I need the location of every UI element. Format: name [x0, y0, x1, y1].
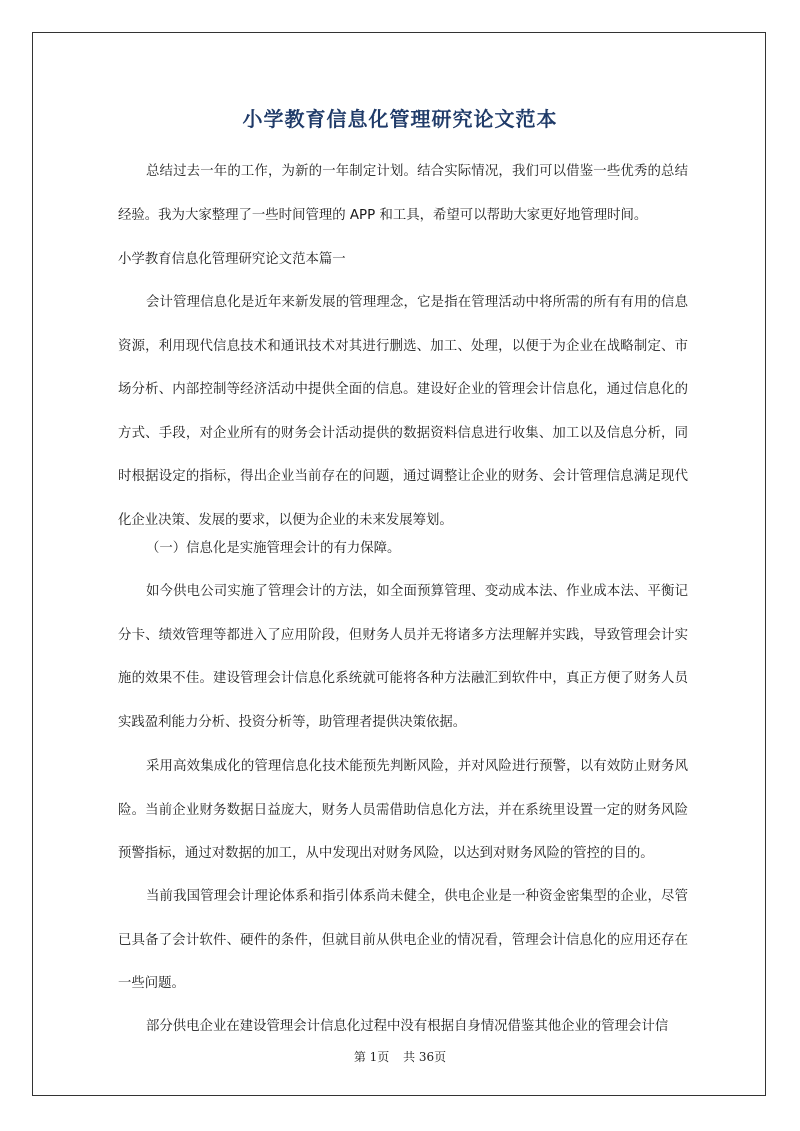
page-number: 第 1页 [353, 1050, 390, 1064]
paragraph-2: 如今供电公司实施了管理会计的方法，如全面预算管理、变动成本法、作业成本法、平衡记分卡、绩效管理等都进入了应用阶段，但财务人员并无将诸多方法理解并实践，导致管理会计实施的效果不佳。建设管理会计信息化系统就可能将各种方法融汇到软件中，真正方便了财务人员实践盈利能力分析、投资分析等，助管理者提供决策依据。 [118, 584, 688, 730]
document-title: 小学教育信息化管理研究论文范本 [242, 107, 558, 131]
subheading-1: （一）信息化是实施管理会计的有力保障。 [146, 541, 401, 556]
section-heading: 小学教育信息化管理研究论文范本篇一 [118, 252, 346, 267]
paragraph-1: 会计管理信息化是近年来新发展的管理理念，它是指在管理活动中将所需的所有有用的信息资源，利用现代信息技术和通讯技术对其进行删选、加工、处理，以便于为企业在战略制定、市场分析、内部控制等经济活动中提供全面的信息。建设好企业的管理会计信息化，通过信息化的方式、手段，对企业所有的财务会计活动提供的数据资料信息进行收集、加工以及信息分析，同时根据设定的指标，得出企业当前存在的问题，通过调整让企业的财务、会计管理信息满足现代化企业决策、发展的要求，以便为企业的未来发展筹划。 [118, 295, 688, 528]
paragraph-intro: 总结过去一年的工作，为新的一年制定计划。结合实际情况，我们可以借鉴一些优秀的总结经验。我为大家整理了一些时间管理的 APP 和工具，希望可以帮助大家更好地管理时间。 [118, 164, 688, 223]
page-total: 共 36页 [403, 1050, 447, 1064]
paragraph-3: 采用高效集成化的管理信息化技术能预先判断风险，并对风险进行预警，以有效防止财务风险。当前企业财务数据日益庞大，财务人员需借助信息化方法，并在系统里设置一定的财务风险预警指标，通过对数据的加工，从中发现出对财务风险，以达到对财务风险的管控的目的。 [118, 759, 688, 861]
page-footer [0, 1048, 800, 1065]
paragraph-4: 当前我国管理会计理论体系和指引体系尚未健全，供电企业是一种资金密集型的企业，尽管已具备了会计软件、硬件的条件，但就目前从供电企业的情况看，管理会计信息化的应用还存在一些问题。 [118, 889, 688, 991]
paragraph-5: 部分供电企业在建设管理会计信息化过程中没有根据自身情况借鉴其他企业的管理会计信 [146, 1019, 669, 1034]
